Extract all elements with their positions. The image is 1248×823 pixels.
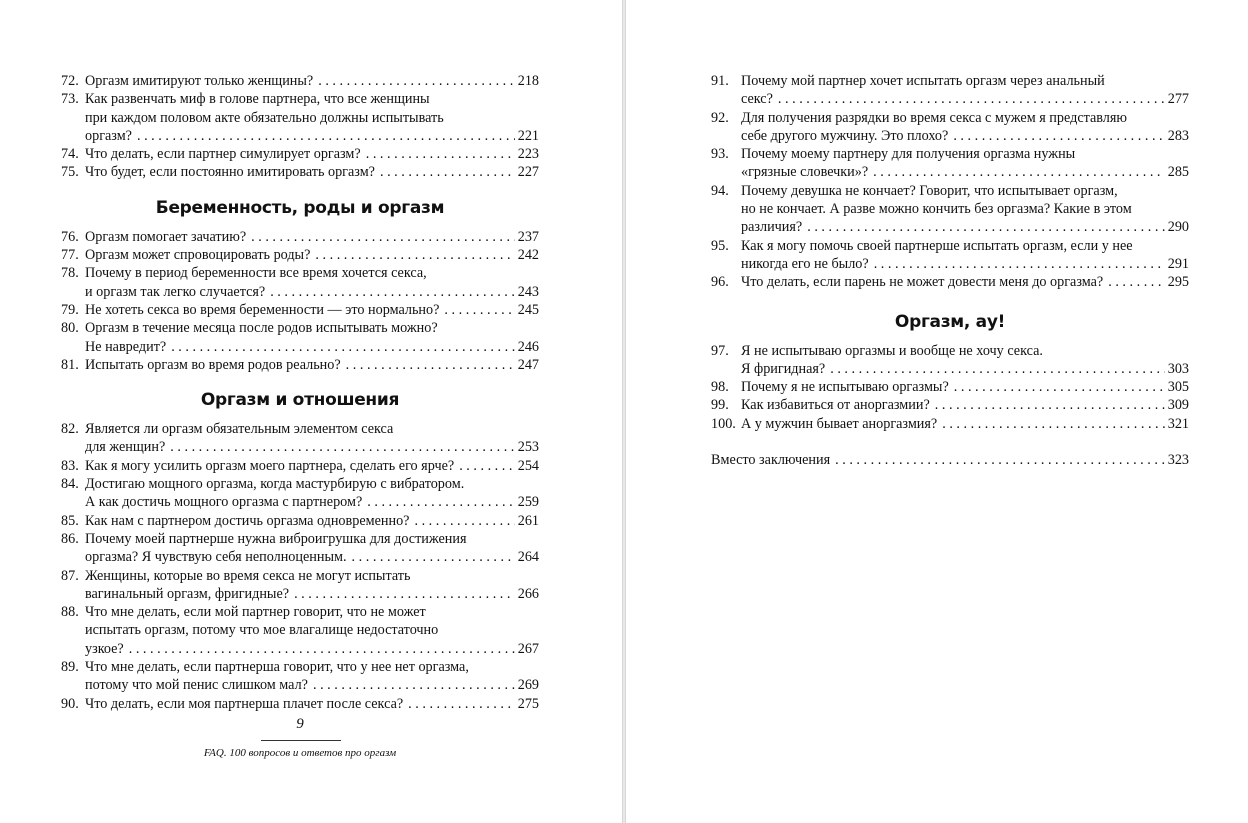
- entry-text-line: и оргазм так легко случается?: [85, 283, 266, 300]
- leader-dots: [346, 356, 515, 374]
- entry-number: 93.: [711, 146, 729, 163]
- entry-text-line: потому что мой пенис слишком мал?: [85, 677, 308, 694]
- entry-text-line: А у мужчин бывает аноргазмия?: [741, 415, 938, 432]
- toc-entry: [711, 72, 1189, 109]
- toc-entry: [61, 420, 539, 457]
- leader-dots: [874, 255, 1165, 273]
- leader-dots: [953, 127, 1164, 145]
- entry-text-line: Что будет, если постоянно имитировать оргазм?: [85, 164, 375, 181]
- toc-entry: [61, 319, 539, 356]
- entry-text-line: секс?: [741, 91, 773, 108]
- leader-dots: [1108, 273, 1164, 291]
- toc-entry: [711, 182, 1189, 237]
- entry-text-line: оргазм?: [85, 127, 132, 144]
- entry-number: 75.: [61, 164, 79, 181]
- entry-text-line: Является ли оргазм обязательным элементом секса: [85, 421, 394, 438]
- page-reference: 323: [1167, 452, 1189, 469]
- toc-left: [61, 72, 539, 713]
- page-reference: 269: [517, 677, 539, 694]
- page-reference: 245: [517, 301, 539, 318]
- page-reference: 246: [517, 338, 539, 355]
- page-reference: 223: [517, 146, 539, 163]
- entry-number: 86.: [61, 530, 79, 547]
- page-reference: 242: [517, 247, 539, 264]
- entry-text-line: Почему моему партнеру для получения оргазма нужны: [741, 146, 1076, 163]
- page-reference: 285: [1167, 164, 1189, 181]
- leader-dots: [444, 301, 514, 319]
- leader-dots: [807, 218, 1165, 236]
- page-reference: 261: [517, 512, 539, 529]
- toc-entry: [711, 415, 1189, 433]
- leader-dots: [171, 338, 515, 356]
- toc-entry: [61, 356, 539, 374]
- leader-dots: [830, 360, 1164, 378]
- toc-entry: [711, 396, 1189, 414]
- toc-group: [61, 420, 539, 713]
- page-reference: 259: [517, 494, 539, 511]
- entry-number: 100.: [711, 415, 736, 432]
- entry-text-line: Что мне делать, если мой партнер говорит, что не может: [85, 604, 426, 621]
- toc-entry: [61, 512, 539, 530]
- entry-text-line: Достигаю мощного оргазма, когда мастурбирую с вибратором.: [85, 476, 465, 493]
- leader-dots: [380, 163, 515, 181]
- toc-group: [61, 72, 539, 182]
- entry-text-line: «грязные словечки»?: [741, 164, 869, 181]
- toc-right: [711, 72, 1189, 469]
- entry-text-line: Оргазм может спровоцировать роды?: [85, 247, 311, 264]
- page-reference: 291: [1167, 255, 1189, 272]
- toc-entry: [61, 228, 539, 246]
- leader-dots: [137, 127, 515, 145]
- entry-text-line: вагинальный оргазм, фригидные?: [85, 585, 290, 602]
- entry-number: 73.: [61, 91, 79, 108]
- leader-dots: [366, 145, 515, 163]
- running-footer: FAQ. 100 вопросов и ответов про оргазм: [203, 747, 397, 759]
- entry-text-line: Как развенчать миф в голове партнера, что все женщины: [85, 91, 430, 108]
- toc-entry: [711, 237, 1189, 274]
- page-reference: 247: [517, 356, 539, 373]
- toc-group: [711, 342, 1189, 433]
- toc-entry: [61, 145, 539, 163]
- entry-number: 81.: [61, 356, 79, 373]
- page-reference: 295: [1167, 274, 1189, 291]
- entry-text-line: Оргазм в течение месяца после родов испытывать можно?: [85, 320, 438, 337]
- entry-number: 99.: [711, 397, 729, 414]
- entry-number: 89.: [61, 659, 79, 676]
- page-reference: 266: [517, 585, 539, 602]
- entry-text-line: различия?: [741, 219, 803, 236]
- page-reference: 237: [517, 228, 539, 245]
- section-title: Оргазм и отношения: [200, 390, 400, 411]
- entry-text-line: никогда его не было?: [741, 255, 869, 272]
- entry-text-line: Что делать, если моя партнерша плачет после секса?: [85, 695, 404, 712]
- page-reference: 303: [1167, 360, 1189, 377]
- leader-dots: [935, 396, 1165, 414]
- leader-dots: [352, 548, 515, 566]
- entry-number: 84.: [61, 476, 79, 493]
- page-reference: 290: [1167, 219, 1189, 236]
- leader-dots: [251, 228, 515, 246]
- leader-dots: [873, 163, 1165, 181]
- toc-entry: [61, 603, 539, 658]
- entry-text-line: для женщин?: [85, 439, 166, 456]
- leader-dots: [835, 451, 1165, 469]
- entry-text-line: испытать оргазм, потому что мое влагалище недостаточно: [85, 622, 439, 639]
- entry-number: 74.: [61, 146, 79, 163]
- page-reference: 227: [517, 164, 539, 181]
- toc-entry: [61, 264, 539, 301]
- entry-text-line: Почему девушка не кончает? Говорит, что испытывает оргазм,: [741, 182, 1118, 199]
- entry-text-line: Почему мой партнер хочет испытать оргазм через анальный: [741, 73, 1105, 89]
- leader-dots: [459, 457, 515, 475]
- page-reference: 221: [517, 127, 539, 144]
- entry-number: 92.: [711, 109, 729, 126]
- leader-dots: [942, 415, 1164, 433]
- entry-text-line: Женщины, которые во время секса не могут испытать: [85, 567, 411, 584]
- page-reference: 264: [517, 549, 539, 566]
- page-reference: 243: [517, 283, 539, 300]
- leader-dots: [315, 246, 514, 264]
- entry-text-line: Я не испытываю оргазмы и вообще не хочу секса.: [741, 342, 1043, 359]
- toc-entry: [61, 457, 539, 475]
- entry-text-line: себе другого мужчину. Это плохо?: [741, 127, 949, 144]
- page-reference: 254: [517, 457, 539, 474]
- toc-entry: [61, 695, 539, 713]
- entry-text-line: Почему в период беременности все время хочется секса,: [85, 265, 427, 282]
- entry-text-line: Испытать оргазм во время родов реально?: [85, 356, 341, 373]
- toc-entry: [61, 530, 539, 567]
- toc-entry: [61, 475, 539, 512]
- entry-text-line: Для получения разрядки во время секса с мужем я представляю: [741, 109, 1127, 126]
- entry-text-line: Не хотеть секса во время беременности — это нормально?: [85, 301, 440, 318]
- entry-text-line: оргазма? Я чувствую себя неполноценным.: [85, 549, 347, 566]
- toc-entry: [711, 342, 1189, 379]
- entry-text-line: Как я могу усилить оргазм моего партнера, сделать его ярче?: [85, 457, 455, 474]
- entry-text-line: при каждом половом акте обязательно должны испытывать: [85, 109, 444, 126]
- spacer: [711, 433, 1189, 451]
- entry-number: 76.: [61, 228, 79, 245]
- entry-number: 77.: [61, 247, 79, 264]
- leader-dots: [318, 72, 514, 90]
- entry-number: 91.: [711, 73, 729, 89]
- toc-entry: [61, 658, 539, 695]
- leader-dots: [367, 493, 514, 511]
- entry-text-line: Как я могу помочь своей партнерше испытать оргазм, если у нее: [741, 237, 1133, 254]
- entry-text-line: Почему я не испытываю оргазмы?: [741, 379, 949, 396]
- leader-dots: [313, 676, 515, 694]
- entry-number: 85.: [61, 512, 79, 529]
- entry-text-line: но не кончает. А разве можно кончить без оргазма? Какие в этом: [741, 201, 1132, 218]
- entry-text-line: Почему моей партнерше нужна виброигрушка для достижения: [85, 530, 467, 547]
- entry-number: 78.: [61, 265, 79, 282]
- toc-entry: [711, 451, 1189, 469]
- entry-number: 95.: [711, 237, 729, 254]
- page-reference: 309: [1167, 397, 1189, 414]
- entry-number: 79.: [61, 301, 79, 318]
- leader-dots: [778, 90, 1165, 108]
- entry-text-line: Оргазм помогает зачатию?: [85, 228, 247, 245]
- entry-text-line: Что мне делать, если партнерша говорит, что у нее нет оргазма,: [85, 659, 469, 676]
- footer-rule: [261, 740, 341, 741]
- toc-entry: [711, 145, 1189, 182]
- page-reference: 305: [1167, 379, 1189, 396]
- left-page: [0, 0, 623, 823]
- page-number: 9: [296, 716, 304, 732]
- entry-text-line: А как достичь мощного оргазма с партнером?: [85, 494, 363, 511]
- entry-number: 96.: [711, 274, 729, 291]
- entry-text-line: Что делать, если партнер симулирует оргазм?: [85, 146, 361, 163]
- entry-text-line: узкое?: [85, 640, 124, 657]
- toc-entry: [61, 90, 539, 145]
- page-reference: 275: [517, 695, 539, 712]
- toc-entry: [61, 567, 539, 604]
- page-reference: 283: [1167, 127, 1189, 144]
- page-reference: 277: [1167, 91, 1189, 108]
- entry-text-line: Оргазм имитируют только женщины?: [85, 73, 314, 89]
- section-title: Оргазм, ау!: [894, 311, 1006, 332]
- toc-entry: [61, 246, 539, 264]
- toc-entry: [61, 163, 539, 181]
- entry-number: 97.: [711, 342, 729, 359]
- page-reference: 267: [517, 640, 539, 657]
- entry-number: 88.: [61, 604, 79, 621]
- page-reference: 253: [517, 439, 539, 456]
- toc-entry: [711, 378, 1189, 396]
- section-title: Беременность, роды и оргазм: [155, 197, 445, 218]
- entry-number: 83.: [61, 457, 79, 474]
- entry-number: 94.: [711, 182, 729, 199]
- page-reference: 218: [517, 73, 539, 89]
- entry-text-line: Вместо заключения: [711, 452, 831, 469]
- leader-dots: [408, 695, 515, 713]
- toc-entry: [61, 301, 539, 319]
- entry-number: 98.: [711, 379, 729, 396]
- entry-number: 72.: [61, 73, 79, 89]
- leader-dots: [170, 438, 514, 456]
- leader-dots: [954, 378, 1165, 396]
- toc-group: [711, 72, 1189, 292]
- leader-dots: [270, 283, 515, 301]
- toc-closing: [711, 451, 1189, 469]
- entry-number: 87.: [61, 567, 79, 584]
- entry-number: 80.: [61, 320, 79, 337]
- leader-dots: [129, 640, 515, 658]
- toc-entry: [61, 72, 539, 90]
- toc-group: [61, 228, 539, 374]
- entry-text-line: Как избавиться от аноргазмии?: [741, 397, 930, 414]
- entry-number: 82.: [61, 421, 79, 438]
- leader-dots: [414, 512, 514, 530]
- entry-text-line: Что делать, если парень не может довести меня до оргазма?: [741, 274, 1104, 291]
- toc-entry: [711, 109, 1189, 146]
- entry-text-line: Как нам с партнером достичь оргазма одновременно?: [85, 512, 410, 529]
- entry-number: 90.: [61, 695, 79, 712]
- entry-text-line: Я фригидная?: [741, 360, 826, 377]
- page-reference: 321: [1167, 415, 1189, 432]
- toc-entry: [711, 273, 1189, 291]
- leader-dots: [294, 585, 515, 603]
- entry-text-line: Не навредит?: [85, 338, 167, 355]
